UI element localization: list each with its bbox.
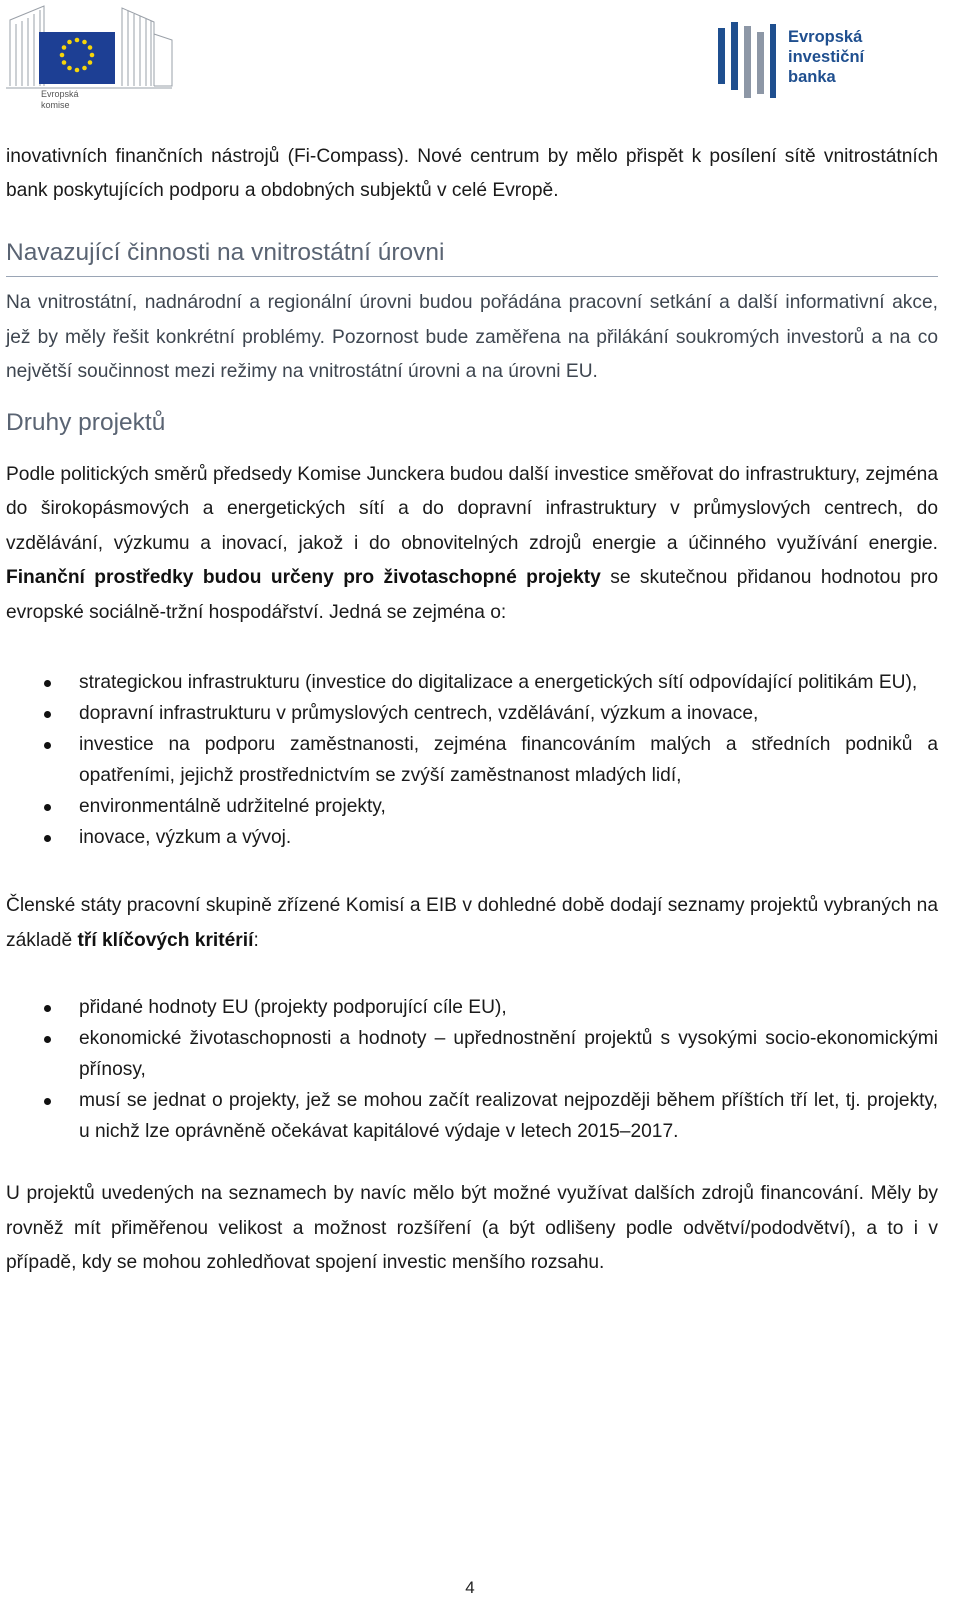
document-body: [6, 140, 938, 1281]
list-item: investice na podporu zaměstnanosti, zejména financováním malých a středních podniků a opatřeními, jejichž prostřednictvím se zvýší zaměstnanost mladých lidí,: [6, 729, 938, 791]
list-item: ekonomické životaschopnosti a hodnoty – upřednostnění projektů s vysokými socio-ekonomickými přínosy,: [6, 1023, 938, 1085]
follow-up-paragraph: Na vnitrostátní, nadnárodní a regionální úrovni budou pořádána pracovní setkání a další informativní akce, jež by měly řešit konkrétní problémy. Pozornost bude zaměřena na přilákání soukromých investorů a na co největší součinnost mezi režimy na vnitrostátní úrovni a na úrovni EU.: [6, 292, 938, 382]
page-number: 4: [465, 1578, 475, 1597]
list-item: strategickou infrastrukturu (investice do digitalizace a energetických sítí odpovídající politikám EU),: [6, 667, 938, 698]
list-item: environmentálně udržitelné projekty,: [6, 791, 938, 822]
criteria-paragraph: [6, 889, 938, 958]
intro-paragraph: inovativních finančních nástrojů (Fi-Compass). Nové centrum by mělo přispět k posílení sítě vnitrostátních bank poskytujících podporu a obdobných subjektů v celé Evropě.: [6, 146, 938, 201]
european-commission-logo: [4, 0, 174, 118]
project-types-text-start: Podle politických směrů předsedy Komise Junckera budou další investice směřovat do infrastruktury, zejména do širokopásmových a energetických sítí a do dopravní infrastruktury v průmyslových centrech, do vzdělávání, výzkumu a inovací, jakož i do obnovitelných zdrojů energie a účinného využívání energie.: [6, 463, 938, 554]
list-item: inovace, výzkum a vývoj.: [6, 822, 938, 853]
project-types-text-end: se skutečnou přidanou hodnotou pro evropské sociálně-tržní hospodářství. Jedná se zejména o:: [6, 567, 939, 623]
section-heading-follow-up: Navazující činnosti na vnitrostátní úrovni: [6, 236, 938, 277]
list-item: přidané hodnoty EU (projekty podporující cíle EU),: [6, 992, 938, 1023]
criteria-text-start: Členské státy pracovní skupině zřízené Komisí a EIB v dohledné době dodají seznamy projektů vybraných na základě: [6, 895, 938, 951]
list-item: dopravní infrastrukturu v průmyslových centrech, vzdělávání, výzkum a inovace,: [6, 698, 938, 729]
project-types-text-bold: Finanční prostředky budou určeny pro životaschopné projekty: [6, 567, 601, 588]
european-commission-label: Evropská komise: [41, 89, 79, 110]
criteria-text-end: :: [253, 929, 259, 951]
eib-logo-text: Evropská investiční banka: [788, 28, 865, 86]
project-types-paragraph: [6, 458, 938, 631]
criteria-text-bold: tří klíčových kritérií: [77, 929, 254, 951]
closing-paragraph: U projektů uvedených na seznamech by navíc mělo být možné využívat dalších zdrojů financování. Měly by rovněž mít přiměřenou velikost a možnost rozšíření (a být odlišeny podle odvětví/pododvětví), a to i v případě, kdy se mohou zohledňovat spojení investic menšího rozsahu.: [6, 1183, 938, 1273]
section-heading-project-types: Druhy projektů: [6, 408, 166, 436]
list-item: musí se jednat o projekty, jež se mohou začít realizovat nejpozději během příštích tří let, tj. projekty, u nichž lze oprávněně očekávat kapitálové výdaje v letech 2015–2017.: [6, 1085, 938, 1147]
criteria-list: [6, 992, 938, 1147]
project-types-list: [6, 667, 938, 853]
